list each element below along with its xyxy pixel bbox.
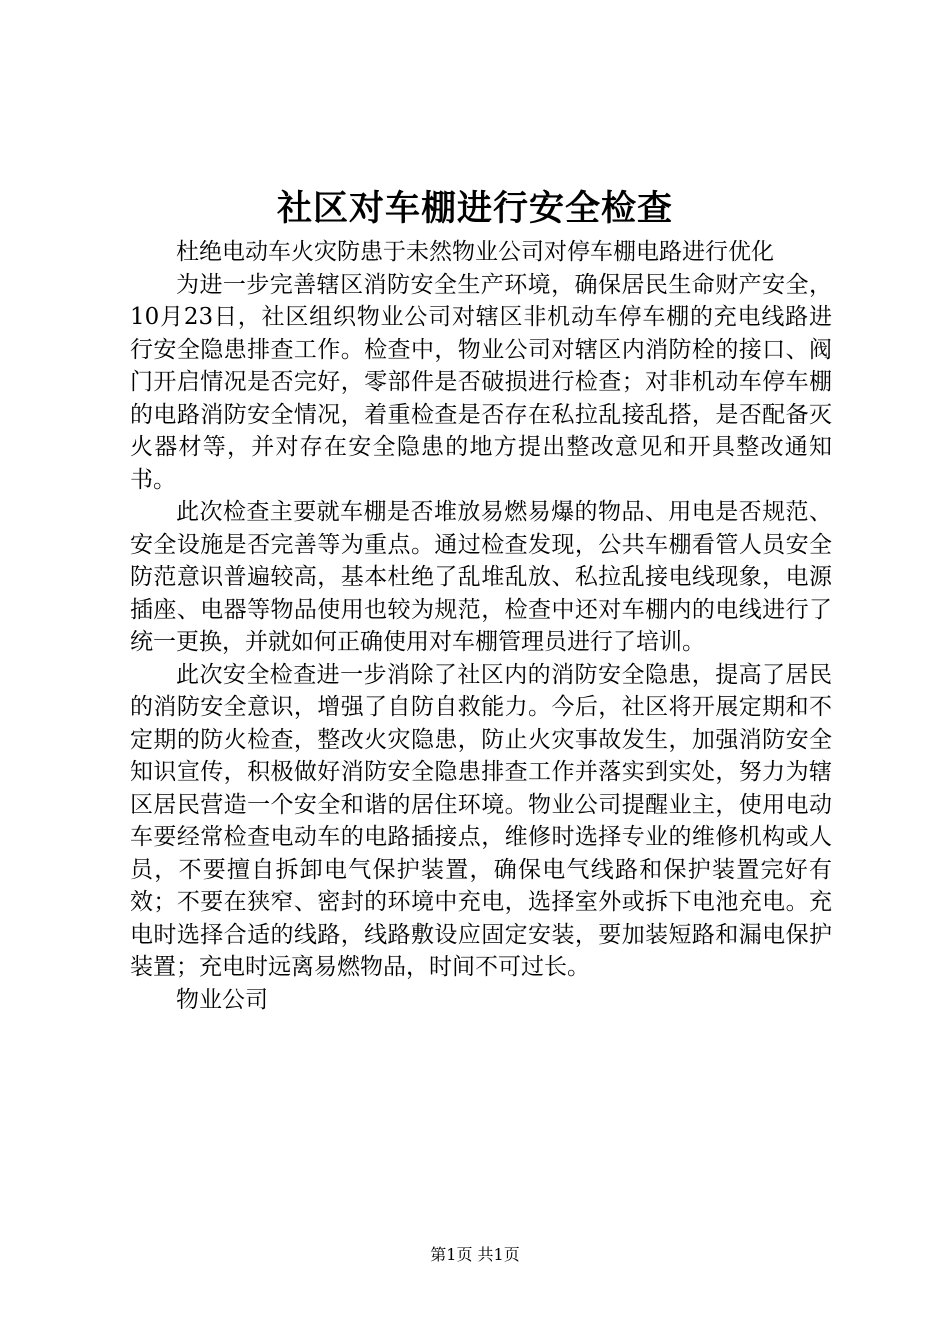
document-body bbox=[130, 236, 832, 1016]
paragraph-signature: 物业公司 bbox=[176, 986, 268, 1013]
document-title: 社区对车棚进行安全检查 bbox=[276, 188, 673, 229]
paragraph-findings: 此次检查主要就车棚是否堆放易燃易爆的物品、用电是否规范、安全设施是否完善等为重点。通过检查发现，公共车棚看管人员安全防范意识普遍较高，基本杜绝了乱堆乱放、私拉乱接电线现象，电源插座、电器等物品使用也较为规范，检查中还对车棚内的电线进行了统一更换，并就如何正确使用对车棚管理员进行了培训。 bbox=[130, 499, 832, 655]
paragraph-conclusion: 此次安全检查进一步消除了社区内的消防安全隐患，提高了居民的消防安全意识，增强了自防自救能力。今后，社区将开展定期和不定期的防火检查，整改火灾隐患，防止火灾事故发生，加强消防安全知识宣传，积极做好消防安全隐患排查工作并落实到实处，努力为辖区居民营造一个安全和谐的居住环境。物业公司提醒业主，使用电动车要经常检查电动车的电路插接点，维修时选择专业的维修机构或人员，不要擅自拆卸电气保护装置，确保电气线路和保护装置完好有效；不要在狭窄、密封的环境中充电，选择室外或拆下电池充电。充电时选择合适的线路，线路敷设应固定安装，要加装短路和漏电保护装置；充电时远离易燃物品，时间不可过长。 bbox=[130, 661, 832, 980]
paragraph-subtitle: 杜绝电动车火灾防患于未然物业公司对停车棚电路进行优化 bbox=[176, 239, 774, 265]
page-footer: 第1页 共1页 bbox=[430, 1245, 520, 1264]
paragraph-intro: 为进一步完善辖区消防安全生产环境，确保居民生命财产安全，10月23日，社区组织物业公司对辖区非机动车停车棚的充电线路进行安全隐患排查工作。检查中，物业公司对辖区内消防栓的接口、阀门开启情况是否完好，零部件是否破损进行检查；对非机动车停车棚的电路消防安全情况，着重检查是否存在私拉乱接乱搭，是否配备灭火器材等，并对存在安全隐患的地方提出整改意见和开具整改通知书。 bbox=[130, 271, 832, 493]
